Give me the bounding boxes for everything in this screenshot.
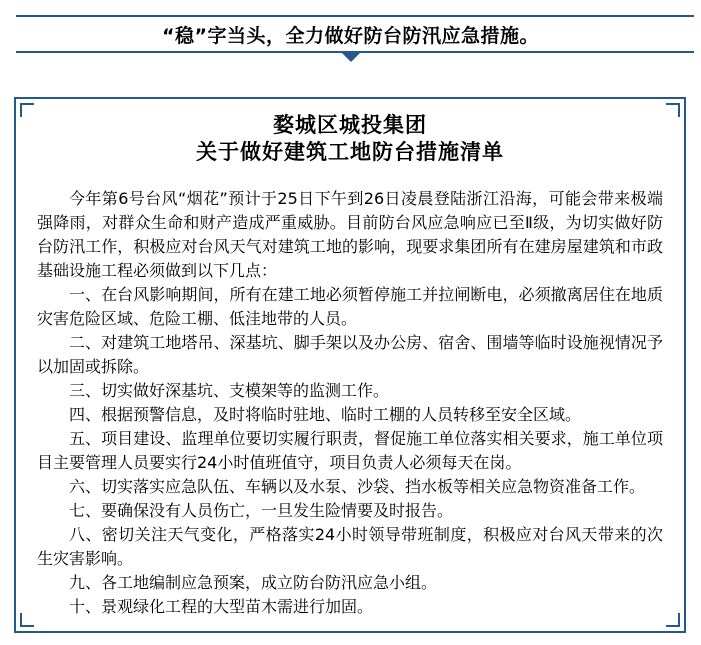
- paragraph: 三、切实做好深基坑、支模架等的监测工作。: [69, 381, 390, 400]
- document-title: [16, 112, 684, 166]
- paragraph: 一、在台风影响期间，所有在建工地必须暂停施工并拉闸断电，必须撤离居住在地质灾害危险区域、危险工棚、低洼地带的人员。: [37, 285, 663, 328]
- paragraph: 四、根据预警信息，及时将临时驻地、临时工棚的人员转移至安全区域。: [69, 405, 582, 424]
- paragraph: 七、要确保没有人员伤亡，一旦发生险情要及时报告。: [69, 501, 454, 520]
- paragraph: 九、各工地编制应急预案，成立防台防汛应急小组。: [69, 573, 438, 592]
- paragraph: 五、项目建设、监理单位要切实履行职责，督促施工单位落实相关要求，施工单位项目主要管理人员要实行24小时值班值守，项目负责人必须每天在岗。: [37, 429, 663, 472]
- paragraph: 六、切实落实应急队伍、车辆以及水泵、沙袋、挡水板等相关应急物资准备工作。: [69, 477, 646, 496]
- paragraph: 八、密切关注天气变化，严格落实24小时领导带班制度，积极应对台风天带来的次生灾害影响。: [37, 525, 663, 568]
- corner-bracket-bottom-right: [666, 613, 680, 627]
- banner-title: “稳”字当头，全力做好防台防汛应急措施。: [162, 25, 539, 47]
- corner-bracket-top-right: [666, 103, 680, 117]
- document-body: [37, 187, 663, 619]
- paragraph: 二、对建筑工地塔吊、深基坑、脚手架以及办公房、宿舍、围墙等临时设施视情况予以加固或拆除。: [37, 333, 663, 376]
- document-title-line2: 关于做好建筑工地防台措施清单: [196, 140, 504, 164]
- paragraph: 今年第6号台风“烟花”预计于25日下午到26日凌晨登陆浙江沿海，可能会带来极端强降雨，对群众生命和财产造成严重威胁。目前防台风应急响应已至Ⅱ级，为切实做好防台防汛工作，积极应对台风天气对建筑工地的影响，现要求集团所有在建房屋建筑和市政基础设施工程必须做到以下几点：: [37, 189, 663, 280]
- down-arrow-icon: [342, 53, 360, 62]
- paragraph: 十、景观绿化工程的大型苗木需进行加固。: [69, 597, 374, 616]
- banner-top-rule: [16, 15, 694, 17]
- corner-bracket-bottom-left: [20, 613, 34, 627]
- document-title-line1: 婺城区城投集团: [273, 113, 427, 137]
- corner-bracket-top-left: [20, 103, 34, 117]
- document-card: [14, 97, 686, 633]
